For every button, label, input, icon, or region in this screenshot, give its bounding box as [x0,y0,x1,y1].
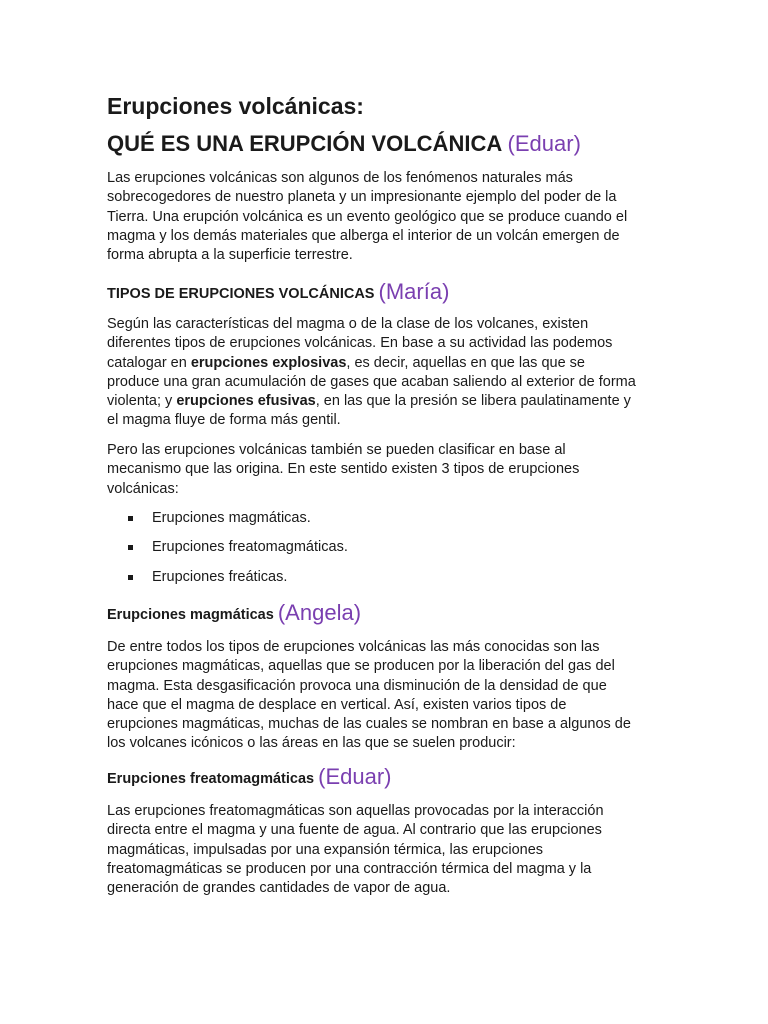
paragraph-line: De entre todos los tipos de erupciones volcánicas las más conocidas son las [107,639,600,655]
paragraph-line [107,354,667,373]
square-bullet-icon [128,575,133,580]
heading-que-es-text: QUÉ ES UNA ERUPCIÓN VOLCÁNICA [107,131,502,156]
paragraph-line [107,392,667,411]
heading-tipos [107,277,449,308]
tipos-paragraph-2 [107,441,667,499]
tipos-paragraph-1 [107,315,667,431]
text-run: , en las que la presión se libera paulatinamente y [315,393,631,410]
paragraph-line: Tierra. Una erupción volcánica es un evento geológico que se produce cuando el [107,208,628,225]
paragraph-line: magmáticas, impulsadas por una expansión térmica, las erupciones [107,841,544,858]
list-item-text: Erupciones freáticas. [152,569,288,585]
heading-que-es [107,130,581,158]
paragraph-line: erupciones magmáticas, muchas de las cuales se nombran en base a algunos de [107,716,631,733]
paragraph-line: hace que el magma de desplace en vertical. Así, existen varios tipos de [107,696,567,713]
paragraph-line: directa entre el magma y una fuente de agua. Al contrario que las erupciones [107,822,602,839]
author-tag: (María) [378,279,450,304]
paragraph-line: magma y los demás materiales que alberga el interior de un volcán emergen de [107,227,620,244]
text-run: catalogar en [107,354,191,371]
paragraph-line: volcánicas: [107,480,179,497]
emphasis-explosivas: erupciones explosivas [190,354,347,371]
heading-freatomagmaticas-text: Erupciones freatomagmáticas [107,771,315,787]
paragraph-line: mecanismo que las origina. En este sentido existen 3 tipos de erupciones [107,461,580,478]
magmaticas-paragraph [107,638,667,754]
paragraph-line: los volcanes icónicos o las áreas en las que se suelen producir: [107,735,516,752]
paragraph-line: generación de grandes cantidades de vapor de agua. [107,880,451,897]
paragraph-line: forma abrupta a la superficie terrestre. [107,247,353,264]
paragraph-line: Las erupciones freatomagmáticas son aquellas provocadas por la interacción [107,803,604,819]
paragraph-line: diferentes tipos de erupciones volcánicas. En base a su actividad las podemos [107,335,613,352]
freatomagmaticas-paragraph [107,802,667,898]
paragraph-line: Las erupciones volcánicas son algunos de los fenómenos naturales más [107,170,573,186]
author-tag: (Angela) [277,600,362,625]
paragraph-line: produce una gran acumulación de gases que acaban saliendo al exterior de forma [107,373,636,390]
square-bullet-icon [128,516,133,521]
paragraph-line: el magma fluye de forma más gentil. [107,412,341,429]
heading-freatomagmaticas [107,762,392,793]
paragraph-line: sobrecogedores de nuestro planeta y un impresionante ejemplo del poder de la [107,189,617,206]
list-item-text: Erupciones freatomagmáticas. [152,539,348,555]
paragraph-line: Según las características del magma o de la clase de los volcanes, existen [107,316,589,332]
author-tag: (Eduar) [318,764,392,789]
paragraph-line: freatomagmáticas se producen por una contracción térmica del magma y la [107,860,592,877]
author-tag: (Eduar) [507,131,581,156]
text-run: violenta; y [107,393,177,410]
paragraph-line: Pero las erupciones volcánicas también se pueden clasificar en base al [107,442,566,458]
heading-tipos-text: TIPOS DE ERUPCIONES VOLCÁNICAS [107,286,375,302]
emphasis-efusivas: erupciones efusivas [176,393,316,410]
document-title: Erupciones volcánicas: [107,93,364,119]
text-run: , es decir, aquellas en que las que se [346,354,585,371]
intro-paragraph [107,169,667,265]
list-item-text: Erupciones magmáticas. [152,510,311,526]
heading-magmaticas-text: Erupciones magmáticas [107,607,274,623]
square-bullet-icon [128,545,133,550]
paragraph-line: magma. Esta desgasificación provoca una disminución de la densidad de que [107,677,607,694]
paragraph-line: erupciones magmáticas, aquellas que se producen por la liberación del gas del [107,658,615,675]
heading-magmaticas [107,598,361,629]
